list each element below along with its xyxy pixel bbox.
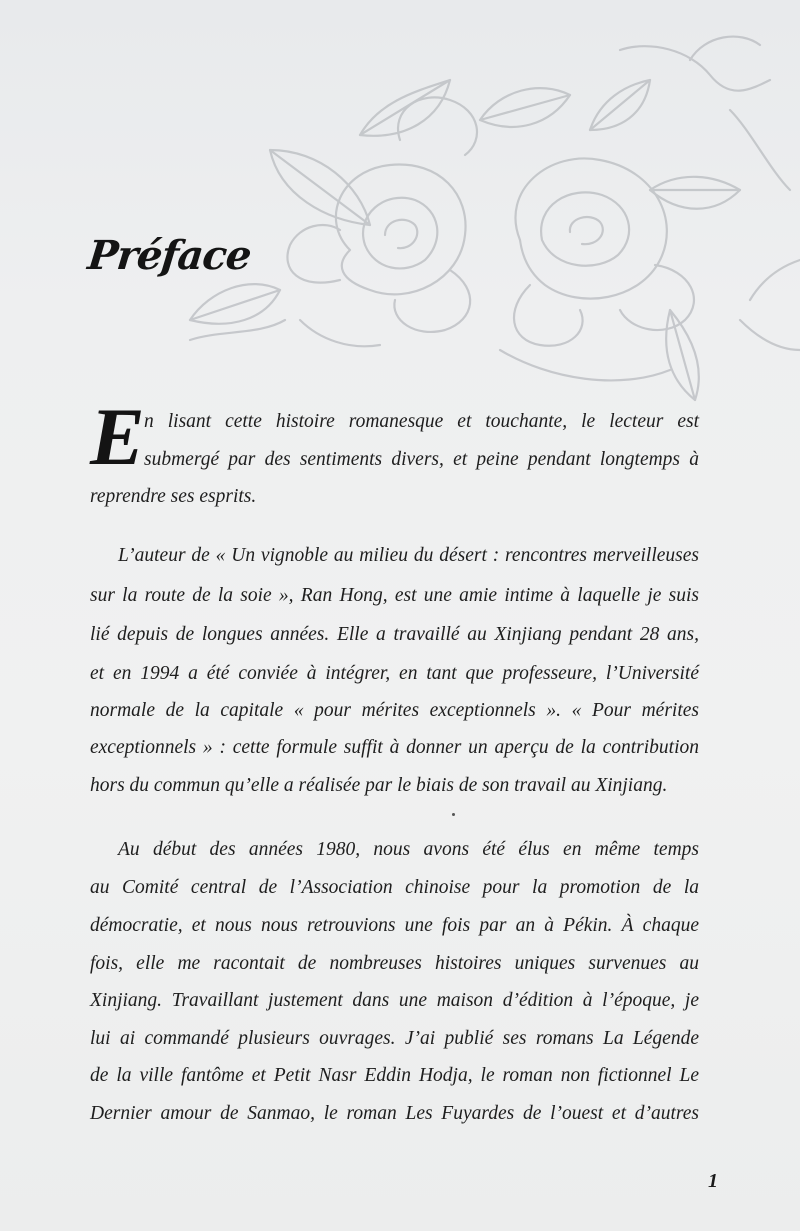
paragraph-3-line-8: Dernier amour de Sanmao, le roman Les Fuyardes de l’ouest et d’autres (90, 1103, 699, 1124)
paragraph-3-line-1: Au début des années 1980, nous avons été élus en même temps (118, 839, 699, 860)
paragraph-2-line-5: normale de la capitale « pour mérites exceptionnels ». « Pour mérites (90, 700, 699, 721)
drop-cap-letter: E (90, 391, 145, 482)
paragraph-3-line-6: lui ai commandé plusieurs ouvrages. J’ai publié ses romans La Légende (90, 1028, 699, 1049)
paragraph-3-line-7: de la ville fantôme et Petit Nasr Eddin Hodja, le roman non fictionnel Le (90, 1065, 699, 1086)
paragraph-2-line-6: exceptionnels » : cette formule suffit à donner un aperçu de la contribution (90, 737, 699, 758)
paragraph-2-line-3: lié depuis de longues années. Elle a travaillé au Xinjiang pendant 28 ans, (90, 624, 699, 645)
paragraph-3-line-3: démocratie, et nous nous retrouvions une fois par an à Pékin. À chaque (90, 915, 699, 936)
paragraph-3-line-2: au Comité central de l’Association chinoise pour la promotion de la (90, 877, 699, 898)
paragraph-3-line-4: fois, elle me racontait de nombreuses histoires uniques survenues au (90, 953, 699, 974)
page-number: 1 (708, 1170, 718, 1192)
paragraph-2-line-1: L’auteur de « Un vignoble au milieu du désert : rencontres merveilleuses (118, 545, 699, 566)
paragraph-3-line-5: Xinjiang. Travaillant justement dans une maison d’édition à l’époque, je (90, 990, 699, 1011)
paragraph-2-line-4: et en 1994 a été conviée à intégrer, en tant que professeure, l’Université (90, 663, 699, 684)
page-title: Préface (85, 232, 254, 279)
paragraph-1-line-2: submergé par des sentiments divers, et peine pendant longtemps à (144, 449, 699, 470)
paragraph-2-line-7: hors du commun qu’elle a réalisée par le biais de son travail au Xinjiang. (90, 775, 668, 796)
paragraph-1-line-3: reprendre ses esprits. (90, 486, 257, 507)
paragraph-2-line-2: sur la route de la soie », Ran Hong, est une amie intime à laquelle je suis (90, 585, 699, 606)
ink-speck (452, 813, 455, 816)
paragraph-1-line-1: n lisant cette histoire romanesque et touchante, le lecteur est (144, 411, 699, 432)
